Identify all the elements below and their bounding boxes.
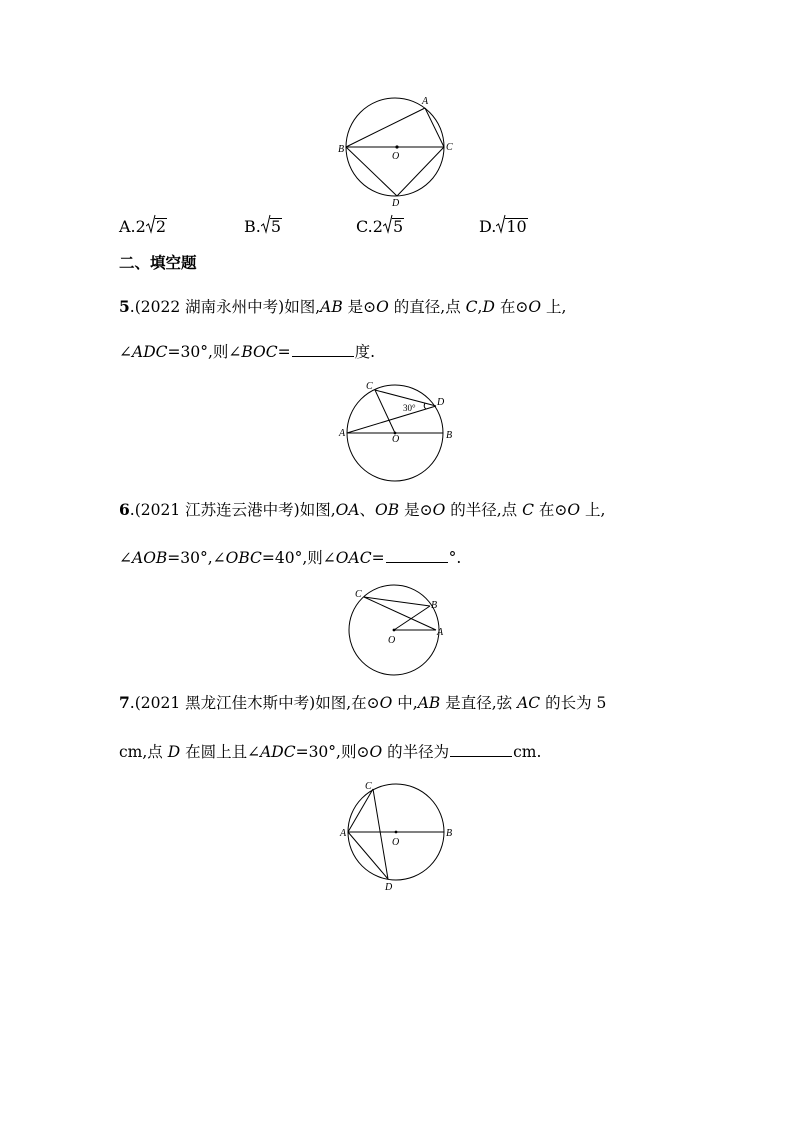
label-c: C <box>446 142 453 153</box>
q7-source: .(2021 黑龙江佳木斯中考)如图,在⊙ <box>129 694 380 712</box>
option-letter: B. <box>244 217 261 236</box>
q5-number: 5 <box>119 297 130 316</box>
q6-line-1 <box>119 499 605 521</box>
q6-text: =40°,则∠ <box>261 549 336 567</box>
sqrt-symbol <box>383 217 404 236</box>
q7-o: O <box>379 694 393 712</box>
label-b: B <box>338 144 345 155</box>
figure-q5 <box>335 376 465 488</box>
q7-text: cm,点 <box>119 743 168 761</box>
q5-boc: BOC <box>241 343 278 361</box>
q5-angle-sign: ∠ <box>119 343 132 361</box>
sqrt-symbol <box>146 217 167 236</box>
chord-ac <box>348 789 373 832</box>
q6-text: 的半径,点 <box>445 501 523 519</box>
label-c: C <box>355 589 362 600</box>
q6-line-2 <box>119 547 461 569</box>
label-c: C <box>366 381 373 392</box>
q6-source: .(2021 江苏连云港中考)如图, <box>129 501 336 519</box>
option-b <box>244 217 282 236</box>
angle-arc <box>424 403 426 409</box>
option-radicand: 10 <box>506 217 527 236</box>
q7-adc: ADC <box>260 743 296 761</box>
option-radicand: 5 <box>270 217 282 236</box>
q7-line-1 <box>119 692 606 714</box>
option-radicand: 2 <box>155 217 167 236</box>
figure-1-circle-quadrilateral <box>335 90 465 214</box>
q7-o: O <box>369 743 383 761</box>
chord-ad <box>347 406 436 433</box>
option-letter: D. <box>479 217 497 236</box>
q5-source: .(2022 湖南永州中考)如图, <box>129 298 321 316</box>
center-dot <box>395 831 398 834</box>
q6-o: O <box>567 501 581 519</box>
q7-text: 是直径,弦 <box>440 694 518 712</box>
radius-ob <box>394 606 430 630</box>
q5-text: = <box>277 343 291 361</box>
q5-ab: AB <box>320 298 343 316</box>
q6-obc: OBC <box>225 549 262 567</box>
section-title: 二、填空题 <box>119 253 197 272</box>
q6-oac: OAC <box>335 549 372 567</box>
sqrt-symbol <box>496 217 527 236</box>
option-letter: C. <box>356 217 373 236</box>
option-coef: 2 <box>372 217 383 236</box>
center-dot <box>395 145 398 148</box>
q5-text: 的直径,点 <box>388 298 466 316</box>
q7-answer-blank[interactable] <box>450 742 512 757</box>
q7-text: cm. <box>513 743 542 761</box>
q7-text: 的长为 5 <box>540 694 607 712</box>
q5-line-1 <box>119 296 566 318</box>
q7-number: 7 <box>119 693 130 712</box>
option-a <box>119 217 167 236</box>
q5-text: 在⊙ <box>494 298 529 316</box>
q7-text: 中, <box>392 694 418 712</box>
label-b: B <box>446 828 453 839</box>
q5-d: D <box>482 298 495 316</box>
option-coef: 2 <box>135 217 146 236</box>
label-o: O <box>388 635 396 646</box>
label-c: C <box>365 781 372 792</box>
q5-text: =30°,则∠ <box>167 343 242 361</box>
chord-cd <box>373 789 388 879</box>
q5-text: 上, <box>541 298 567 316</box>
angle-label: 30° <box>403 403 416 413</box>
q7-line-2 <box>119 741 541 763</box>
q7-ac: AC <box>517 694 541 712</box>
q7-text: 在圆上且∠ <box>180 743 261 761</box>
q6-o: O <box>432 501 446 519</box>
chord-ba <box>346 108 425 147</box>
q6-text: 在⊙ <box>533 501 568 519</box>
label-d: D <box>392 198 400 209</box>
q5-line-2 <box>119 341 375 363</box>
q5-c: C <box>465 298 478 316</box>
q6-number: 6 <box>119 500 130 519</box>
chord-bd <box>346 147 400 196</box>
q7-text: =30°,则⊙ <box>295 743 370 761</box>
q6-text: 是⊙ <box>399 501 433 519</box>
label-a: A <box>437 627 444 638</box>
label-b: B <box>446 430 453 441</box>
q6-text: = <box>371 549 385 567</box>
q5-text: 度. <box>354 343 376 361</box>
q5-adc: ADC <box>132 343 168 361</box>
center-dot <box>393 629 396 632</box>
label-a: A <box>422 96 429 107</box>
q5-text: 是⊙ <box>342 298 377 316</box>
label-o: O <box>392 151 400 162</box>
q5-o: O <box>528 298 542 316</box>
q7-d: D <box>167 743 181 761</box>
option-radicand: 5 <box>392 217 404 236</box>
q6-answer-blank[interactable] <box>386 548 448 563</box>
q7-text: 的半径为 <box>382 743 450 761</box>
label-b: B <box>431 600 438 611</box>
q6-text: 上, <box>580 501 606 519</box>
option-c <box>356 217 404 236</box>
sqrt-symbol <box>261 217 282 236</box>
option-letter: A. <box>119 217 136 236</box>
q5-answer-blank[interactable] <box>292 342 354 357</box>
label-o: O <box>392 837 400 848</box>
q6-angle-sign: ∠ <box>119 549 132 567</box>
label-o: O <box>392 434 400 445</box>
q6-text: =30°,∠ <box>167 549 226 567</box>
option-d <box>479 217 528 236</box>
q6-c: C <box>522 501 534 519</box>
figure-q7 <box>336 775 464 893</box>
label-a: A <box>339 428 346 439</box>
figure-q6 <box>340 580 460 680</box>
radius-oc <box>375 390 395 433</box>
label-a: A <box>340 828 347 839</box>
label-d: D <box>385 882 393 893</box>
q5-text: , <box>477 298 483 316</box>
label-d: D <box>437 397 445 408</box>
q6-oa: OA <box>335 501 360 519</box>
q5-o: O <box>376 298 389 316</box>
q6-text: 、 <box>359 501 376 519</box>
q6-text: °. <box>448 549 462 567</box>
chord-ac <box>425 108 444 147</box>
q6-aob: AOB <box>132 549 168 567</box>
q6-ob: OB <box>375 501 400 519</box>
q7-ab: AB <box>417 694 441 712</box>
